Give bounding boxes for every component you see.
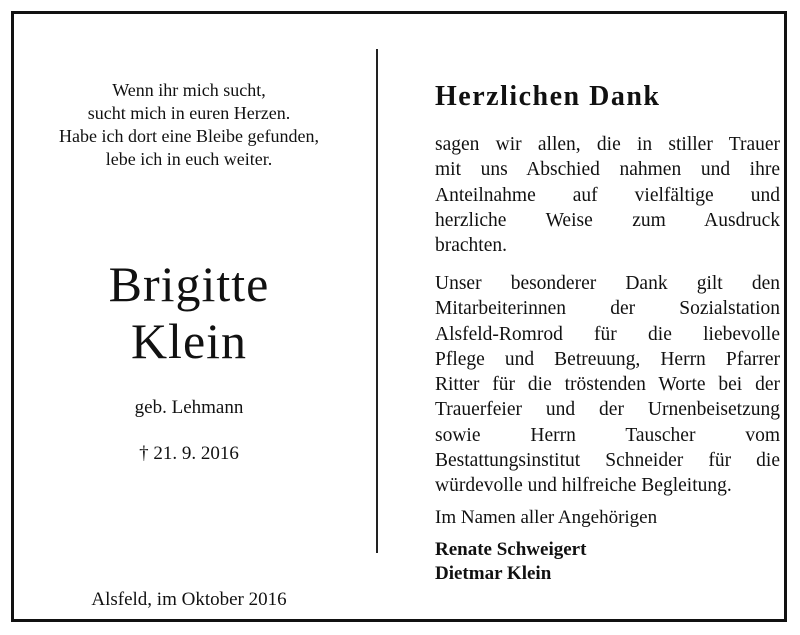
obituary-card: [11, 11, 787, 622]
deceased-name: [14, 256, 364, 370]
thanks-paragraph-1: [435, 132, 780, 258]
memorial-poem: [14, 79, 364, 171]
first-name: Brigitte: [108, 256, 270, 312]
text-line: Mitarbeiterinnen der Sozialstation: [435, 298, 780, 320]
poem-line: lebe ich in euch weiter.: [105, 149, 273, 169]
signature-intro: Im Namen aller Angehörigen: [435, 507, 658, 528]
text-line: Anteilnahme auf vielfältige und: [435, 184, 780, 206]
place-date-footer: Alsfeld, im Oktober 2016: [91, 589, 287, 610]
text-line: brachten.: [435, 235, 508, 257]
poem-line: Wenn ihr mich sucht,: [112, 80, 266, 100]
last-name: Klein: [130, 313, 248, 369]
death-date: † 21. 9. 2016: [139, 443, 239, 464]
signers: [435, 538, 586, 586]
text-line: Alsfeld-Romrod für die liebevolle: [435, 323, 780, 345]
signer-name: Dietmar Klein: [435, 563, 552, 584]
text-line: Pflege und Betreuung, Herrn Pfarrer: [435, 348, 780, 370]
text-line: Ritter für die tröstenden Worte bei der: [435, 374, 780, 396]
text-line: sowie Herrn Tauscher vom: [435, 424, 780, 446]
text-line: herzliche Weise zum Ausdruck: [435, 209, 780, 231]
text-line: sagen wir allen, die in stiller Trauer: [435, 134, 780, 155]
text-line: mit uns Abschied nahmen und ihre: [435, 159, 780, 181]
column-divider: [376, 49, 378, 553]
text-line: würdevolle und hilfreiche Begleitung.: [435, 475, 732, 497]
signer-name: Renate Schweigert: [435, 539, 587, 560]
text-line: Unser besonderer Dank gilt den: [435, 273, 780, 294]
thanks-heading: Herzlichen Dank: [435, 81, 661, 112]
text-line: Trauerfeier und der Urnenbeisetzung: [435, 399, 780, 421]
thanks-paragraph-2: [435, 271, 780, 499]
poem-line: sucht mich in euren Herzen.: [87, 103, 291, 123]
text-line: Bestattungsinstitut Schneider für die: [435, 450, 780, 472]
poem-line: Habe ich dort eine Bleibe gefunden,: [59, 126, 319, 146]
birth-name: geb. Lehmann: [134, 397, 244, 418]
